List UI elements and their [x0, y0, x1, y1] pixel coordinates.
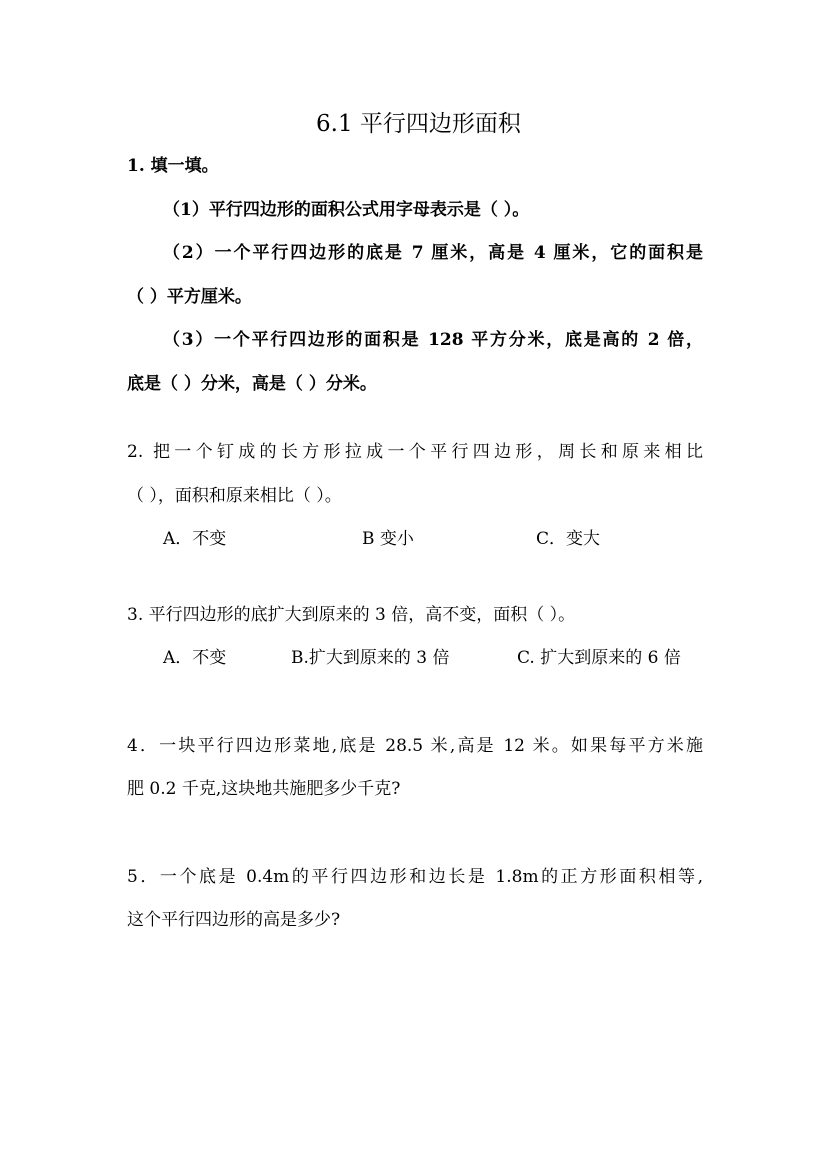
question-5-line-2: 这个平行四边形的高是多少?	[127, 910, 341, 930]
question-3-line-1: 3. 平行四边形的底扩大到原来的 3 倍，高不变，面积（ ）。	[127, 605, 576, 625]
question-1-heading: 1. 填一填。	[127, 156, 219, 176]
question-4-line-1: 4．一块平行四边形菜地,底是 28.5 米,高是 12 米。如果每平方米施	[127, 736, 703, 756]
question-2-option-c: C．变大	[536, 529, 601, 549]
question-1-sub-2-line-1: （2）一个平行四边形的底是 7 厘米，高是 4 厘米，它的面积是	[163, 243, 703, 263]
question-5-line-1: 5．一个底是 0.4m的平行四边形和边长是 1.8m的正方形面积相等,	[127, 867, 703, 887]
question-3-option-b: B.扩大到原来的 3 倍	[291, 648, 450, 668]
page-title: 6.1 平行四边形面积	[316, 111, 521, 137]
question-2-option-a: A．不变	[163, 529, 227, 549]
question-1-sub-1: （1）平行四边形的面积公式用字母表示是（ ）。	[163, 200, 530, 220]
question-3-option-c: C. 扩大到原来的 6 倍	[517, 648, 681, 668]
question-2-line-2: （ ），面积和原来相比（ ）。	[127, 486, 342, 506]
question-1-sub-2-line-2: （ ）平方厘米。	[127, 287, 252, 307]
question-2-line-1: 2. 把一个钉成的长方形拉成一个平行四边形，周长和原来相比	[127, 442, 703, 462]
question-1-sub-3-line-1: （3）一个平行四边形的面积是 128 平方分米，底是高的 2 倍，	[163, 330, 703, 350]
question-2-option-b: B 变小	[362, 529, 414, 549]
question-1-sub-3-line-2: 底是（ ）分米，高是（ ）分米。	[127, 374, 377, 394]
question-3-option-a: A．不变	[163, 648, 227, 668]
question-4-line-2: 肥 0.2 千克,这块地共施肥多少千克?	[127, 779, 401, 799]
